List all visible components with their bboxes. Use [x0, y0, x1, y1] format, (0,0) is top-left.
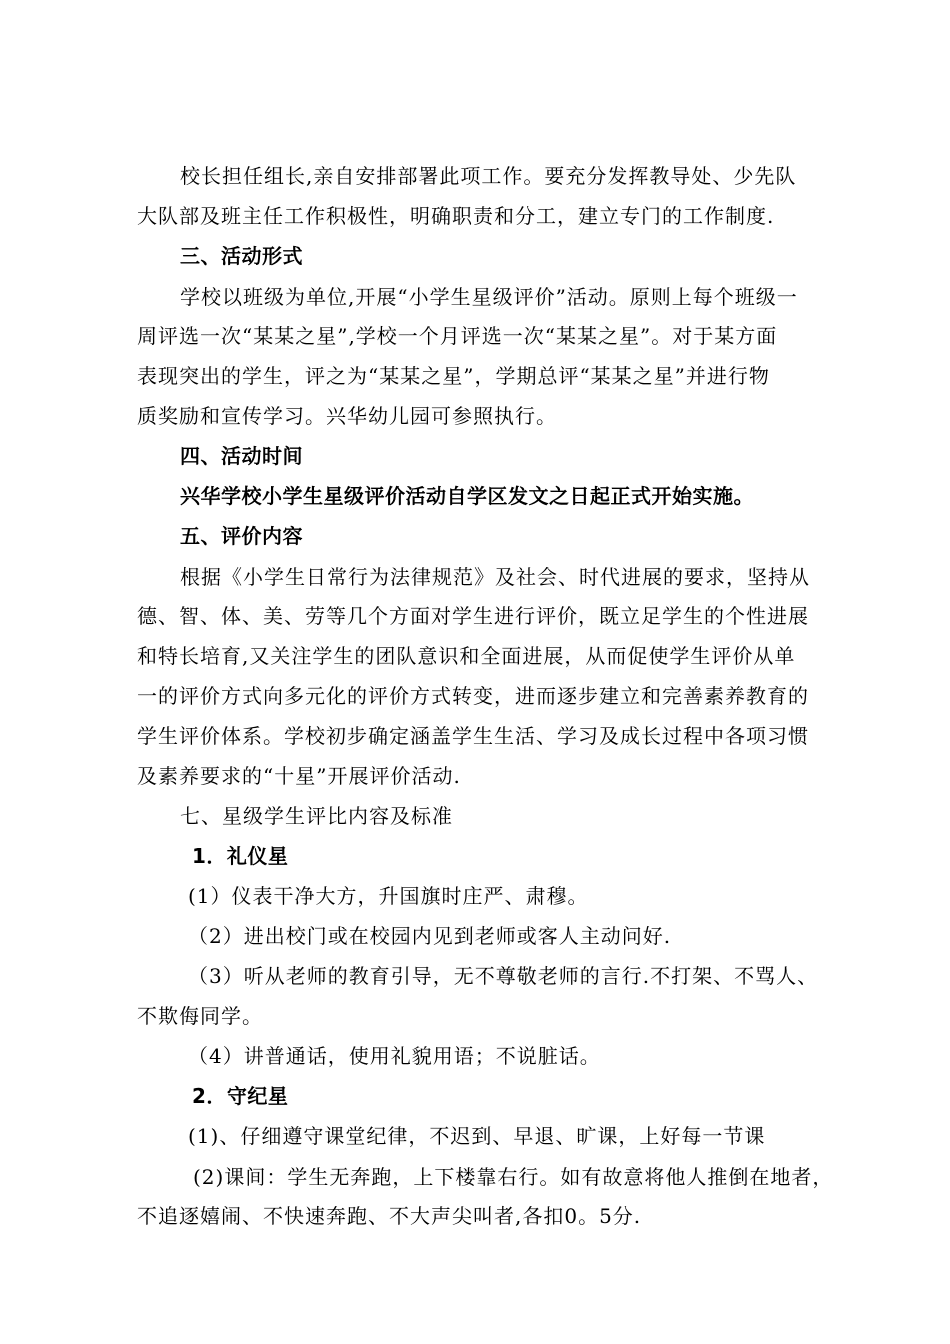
list-item: (1)、仔细遵守课堂纪律，不迟到、早退、旷课，上好每一节课: [188, 1124, 766, 1148]
paragraph-line: 德、智、体、美、劳等几个方面对学生进行评价，既立足学生的个性进展: [137, 604, 809, 628]
paragraph-line: 大队部及班主任工作积极性，明确职责和分工，建立专门的工作制度.: [137, 204, 775, 228]
paragraph-line: 学校以班级为单位,开展“小学生星级评价”活动。原则上每个班级一: [180, 285, 798, 309]
section-heading: 四、活动时间: [180, 444, 303, 468]
paragraph-line: 及素养要求的“十星”开展评价活动.: [137, 764, 461, 788]
section-heading: 七、星级学生评比内容及标准: [180, 804, 453, 828]
section-heading: 三、活动形式: [180, 244, 303, 268]
section-heading: 五、评价内容: [180, 524, 303, 548]
list-item: （4）讲普通话，使用礼貌用语；不说脏话。: [188, 1044, 601, 1068]
paragraph-line: 校长担任组长,亲自安排部署此项工作。要充分发挥教导处、少先队: [180, 164, 797, 188]
list-item-continuation: 不追逐嬉闹、不快速奔跑、不大声尖叫者,各扣0。5分.: [137, 1204, 642, 1228]
paragraph-line: 一的评价方式向多元化的评价方式转变，进而逐步建立和完善素养教育的: [137, 684, 809, 708]
paragraph-line: 根据《小学生日常行为法律规范》及社会、时代进展的要求，坚持从: [180, 565, 810, 589]
list-item: （2）进出校门或在校园内见到老师或客人主动问好.: [188, 924, 672, 948]
subsection-heading: 1．礼仪星: [192, 844, 289, 868]
subsection-heading: 2．守纪星: [192, 1084, 289, 1108]
paragraph-line: 和特长培育,又关注学生的团队意识和全面进展，从而促使学生评价从单: [137, 644, 796, 668]
paragraph-line: 表现突出的学生，评之为“某某之星”，学期总评“某某之星”并进行物: [137, 364, 770, 388]
list-item-continuation: 不欺侮同学。: [137, 1004, 263, 1028]
paragraph-line: 兴华学校小学生星级评价活动自学区发文之日起正式开始实施。: [180, 484, 754, 508]
list-item: (1）仪表干净大方，升国旗时庄严、肃穆。: [188, 884, 589, 908]
list-item: (2)课间：学生无奔跑，上下楼靠右行。如有故意将他人推倒在地者，: [193, 1165, 834, 1189]
paragraph-line: 学生评价体系。学校初步确定涵盖学生生活、学习及成长过程中各项习惯: [137, 724, 809, 748]
paragraph-line: 质奖励和宣传学习。兴华幼儿园可参照执行。: [137, 404, 557, 428]
list-item: （3）听从老师的教育引导，无不尊敬老师的言行.不打架、不骂人、: [188, 964, 819, 988]
paragraph-line: 周评选一次“某某之星”,学校一个月评选一次“某某之星”。对于某方面: [137, 324, 778, 348]
